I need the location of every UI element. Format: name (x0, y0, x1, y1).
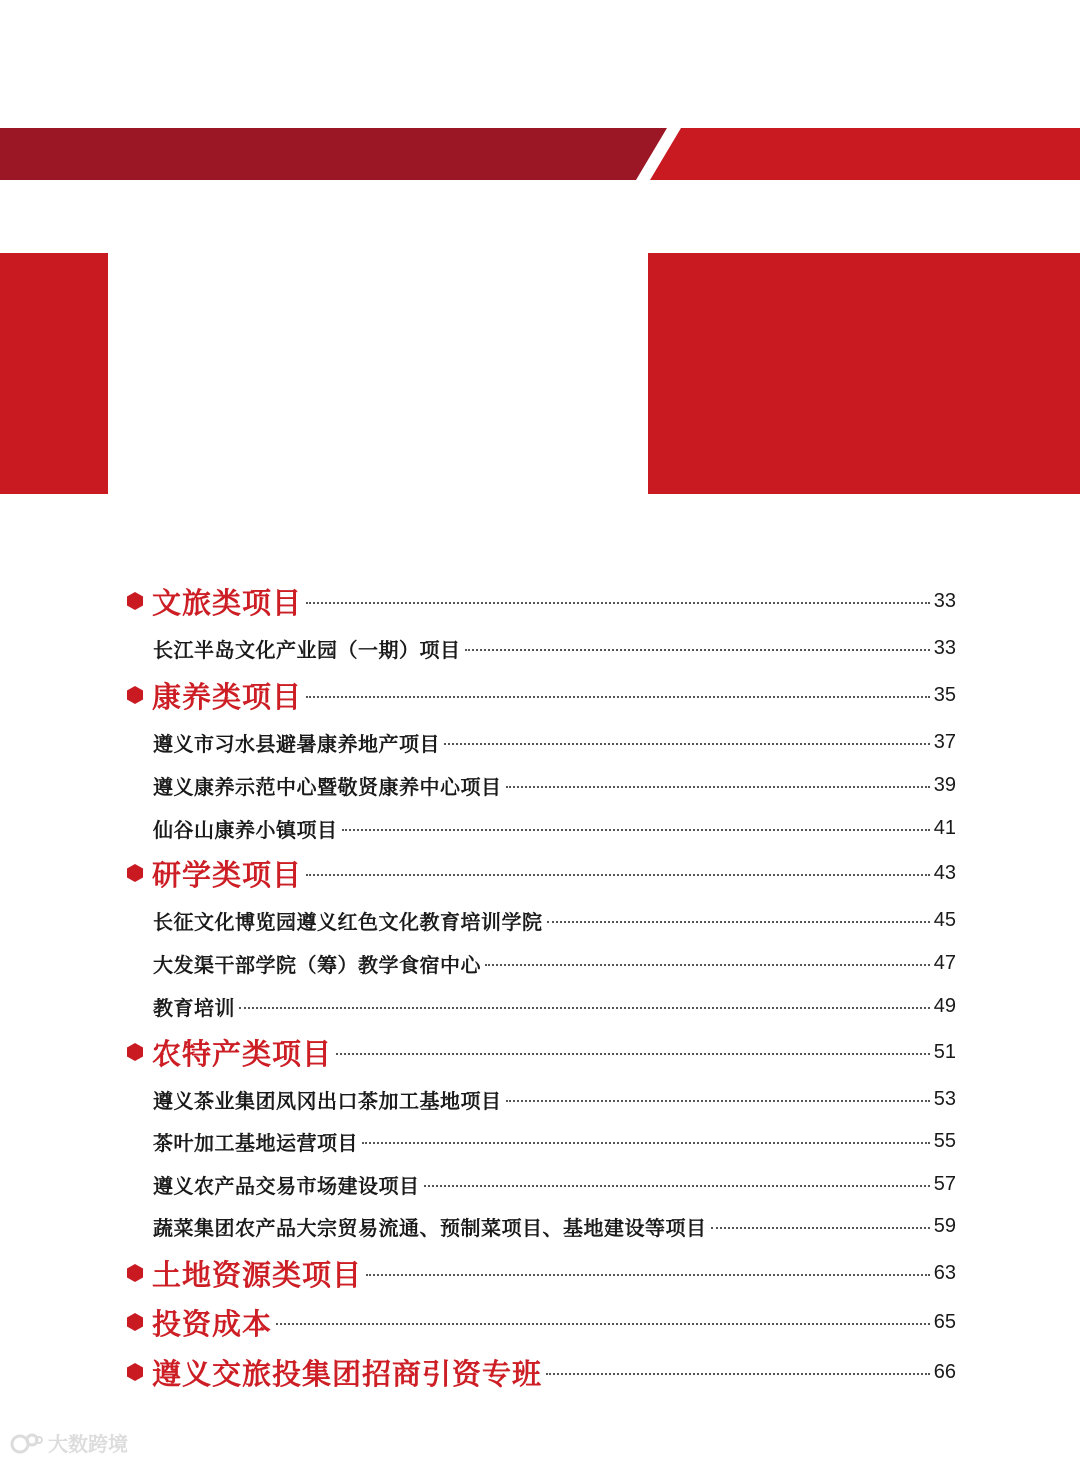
left-red-block (0, 253, 108, 494)
item-title: 遵义茶业集团凤冈出口茶加工基地项目 (153, 1088, 502, 1113)
page-number: 59 (933, 1214, 956, 1237)
page-number: 47 (933, 951, 956, 974)
dot-leader (362, 1142, 930, 1144)
dot-leader (547, 921, 930, 923)
toc-section[interactable] (126, 1257, 956, 1292)
toc-item[interactable] (126, 1210, 956, 1242)
toc-section[interactable] (126, 1356, 956, 1391)
page-number: 55 (933, 1129, 956, 1152)
section-title: 土地资源类项目 (152, 1257, 363, 1292)
hexagon-bullet-icon (126, 592, 144, 610)
header-band-bright (650, 128, 1080, 180)
item-title: 茶叶加工基地运营项目 (153, 1130, 358, 1155)
dot-leader (424, 1185, 930, 1187)
toc-item[interactable] (126, 904, 956, 936)
toc-section[interactable] (126, 585, 956, 620)
dot-leader (342, 829, 930, 831)
page-number: 35 (933, 683, 956, 706)
hexagon-bullet-icon (126, 864, 144, 882)
page-number: 45 (933, 908, 956, 931)
toc-item[interactable] (126, 990, 956, 1022)
toc-section[interactable] (126, 679, 956, 714)
item-title: 遵义农产品交易市场建设项目 (153, 1173, 420, 1198)
toc-item[interactable] (126, 812, 956, 844)
dot-leader (306, 874, 930, 876)
item-title: 大发渠干部学院（筹）教学食宿中心 (153, 952, 481, 977)
toc-item[interactable] (126, 1125, 956, 1157)
page-number: 57 (933, 1172, 956, 1195)
toc-item[interactable] (126, 726, 956, 758)
page-number: 43 (933, 861, 956, 884)
dot-leader (239, 1007, 930, 1009)
hexagon-bullet-icon (126, 1264, 144, 1282)
toc-section[interactable] (126, 1306, 956, 1341)
toc-item[interactable] (126, 769, 956, 801)
watermark (10, 1428, 128, 1457)
dot-leader (444, 743, 930, 745)
page-number: 41 (933, 816, 956, 839)
page-number: 66 (933, 1360, 956, 1383)
right-red-block (648, 253, 1080, 494)
logo-icon (10, 1430, 44, 1456)
hexagon-bullet-icon (126, 1043, 144, 1061)
dot-leader (306, 696, 930, 698)
page-number: 63 (933, 1261, 956, 1284)
dot-leader (366, 1274, 930, 1276)
page-number: 39 (933, 773, 956, 796)
toc-item[interactable] (126, 1083, 956, 1115)
dot-leader (276, 1323, 930, 1325)
hexagon-bullet-icon (126, 1363, 144, 1381)
toc-section[interactable] (126, 1036, 956, 1071)
dot-leader (506, 786, 930, 788)
page-number: 53 (933, 1087, 956, 1110)
section-title: 农特产类项目 (152, 1036, 333, 1071)
section-title: 文旅类项目 (152, 585, 303, 620)
section-title: 康养类项目 (152, 679, 303, 714)
header-band-dark (0, 128, 667, 180)
toc-item[interactable] (126, 947, 956, 979)
page-number: 33 (933, 636, 956, 659)
page-number: 51 (933, 1040, 956, 1063)
section-title: 研学类项目 (152, 857, 303, 892)
dot-leader (465, 649, 930, 651)
section-title: 遵义交旅投集团招商引资专班 (152, 1356, 543, 1391)
toc-item[interactable] (126, 632, 956, 664)
item-title: 遵义康养示范中心暨敬贤康养中心项目 (153, 774, 502, 799)
header-band (0, 128, 1080, 180)
item-title: 长江半岛文化产业园（一期）项目 (153, 637, 461, 662)
watermark-text: 大数跨境 (48, 1432, 128, 1456)
section-title: 投资成本 (152, 1306, 273, 1341)
page-number: 65 (933, 1310, 956, 1333)
dot-leader (711, 1227, 930, 1229)
dot-leader (485, 964, 930, 966)
item-title: 教育培训 (153, 995, 235, 1020)
toc-section[interactable] (126, 857, 956, 892)
item-title: 仙谷山康养小镇项目 (153, 817, 338, 842)
dot-leader (336, 1053, 930, 1055)
dot-leader (306, 602, 930, 604)
page-number: 49 (933, 994, 956, 1017)
hexagon-bullet-icon (126, 1313, 144, 1331)
dot-leader (506, 1100, 930, 1102)
hexagon-bullet-icon (126, 686, 144, 704)
page-number: 37 (933, 730, 956, 753)
dot-leader (546, 1373, 930, 1375)
page-number: 33 (933, 589, 956, 612)
item-title: 长征文化博览园遵义红色文化教育培训学院 (153, 909, 543, 934)
item-title: 蔬菜集团农产品大宗贸易流通、预制菜项目、基地建设等项目 (153, 1215, 707, 1240)
toc-item[interactable] (126, 1168, 956, 1200)
item-title: 遵义市习水县避暑康养地产项目 (153, 731, 440, 756)
